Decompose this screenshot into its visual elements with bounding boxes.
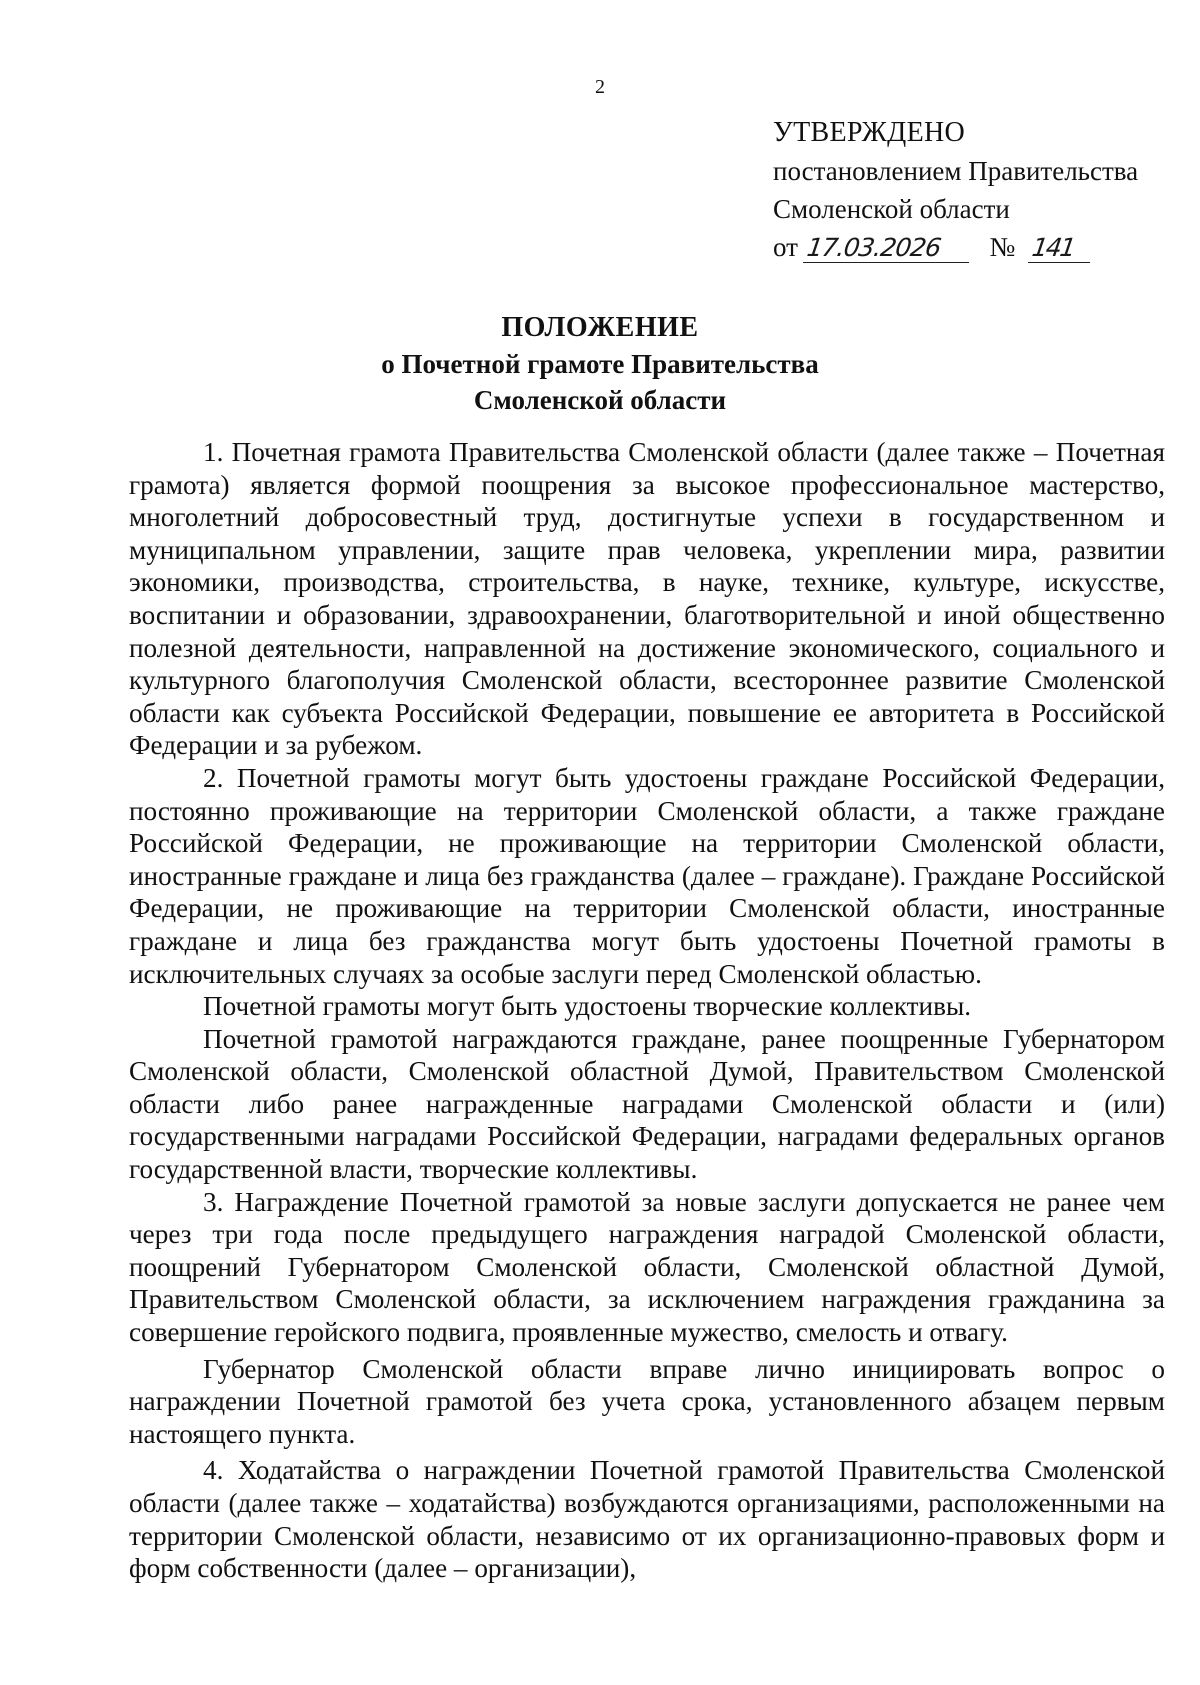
approval-resolution-line: постановлением Правительства	[773, 156, 1139, 186]
paragraph-2-awarded-citizens: Почетной грамотой награждаются граждане, ранее поощренные Губернатором Смоленской области, Смоленской областной Думой, Правительством Смоленской области либо ранее награжденные наградами Смоленской области и (или) государственными наградами Российской Федерации, наградами федеральных органов государственной власти, творческие коллективы.	[129, 1023, 1165, 1185]
handwritten-date: 17.03.2026	[803, 234, 973, 263]
paragraph-3-governor: Губернатор Смоленской области вправе лично инициировать вопрос о награждении Почетной грамотой без учета срока, установленного абзацем первым настоящего пункта.	[129, 1353, 1165, 1449]
handwritten-number: 141	[1028, 234, 1094, 263]
document-title-line-3: Смоленской области	[473, 385, 727, 415]
number-prefix: №	[989, 232, 1016, 262]
page-number: 2	[595, 76, 605, 98]
paragraph-4: 4. Ходатайства о награждении Почетной грамотой Правительства Смоленской области (далее также – ходатайства) возбуждаются организациями, расположенными на территории Смоленской области, независимо от их организационно-правовых форм и форм собственности (далее – организации),	[129, 1455, 1165, 1584]
document-title-line-2: о Почетной грамоте Правительства	[381, 349, 819, 379]
approved-heading: УТВЕРЖДЕНО	[773, 117, 966, 148]
paragraph-3: 3. Награждение Почетной грамотой за новые заслуги допускается не ранее чем через три года после предыдущего награждения наградой Смоленской области, поощрений Губернатором Смоленской области, Смоленской областной Думой, Правительством Смоленской области, за исключением награждения гражданина за совершение геройского подвига, проявленные мужество, смелость и отвагу.	[129, 1186, 1165, 1348]
paragraph-2-creative-teams: Почетной грамоты могут быть удостоены творческие коллективы.	[203, 991, 972, 1022]
document-title	[0, 310, 1200, 418]
document-type: ПОЛОЖЕНИЕ	[501, 312, 699, 343]
date-prefix: от	[773, 232, 798, 262]
paragraph-2: 2. Почетной грамоты могут быть удостоены граждане Российской Федерации, постоянно проживающие на территории Смоленской области, а также граждане Российской Федерации, не проживающие на территории Смоленской области, иностранные граждане и лица без гражданства (далее – граждане). Граждане Российской Федерации, не проживающие на территории Смоленской области, иностранные граждане и лица без гражданства могут быть удостоены Почетной грамоты в исключительных случаях за особые заслуги перед Смоленской областью.	[129, 762, 1165, 989]
approval-date-line	[773, 228, 1193, 266]
document-body	[129, 436, 1165, 1585]
approval-region-line: Смоленской области	[773, 194, 1010, 224]
approval-stamp-block	[773, 114, 1193, 266]
paragraph-1: 1. Почетная грамота Правительства Смоленской области (далее также – Почетная грамота) является формой поощрения за высокое профессиональное мастерство, многолетний добросовестный труд, достигнутые успехи в государственном и муниципальном управлении, защите прав человека, укреплении мира, развитии экономики, производства, строительства, в науке, технике, культуре, искусстве, воспитании и образовании, здравоохранении, благотворительной и иной общественно полезной деятельности, направленной на достижение экономического, социального и культурного благополучия Смоленской области, всестороннее развитие Смоленской области как субъекта Российской Федерации, повышение ее авторитета в Российской Федерации и за рубежом.	[129, 437, 1165, 761]
